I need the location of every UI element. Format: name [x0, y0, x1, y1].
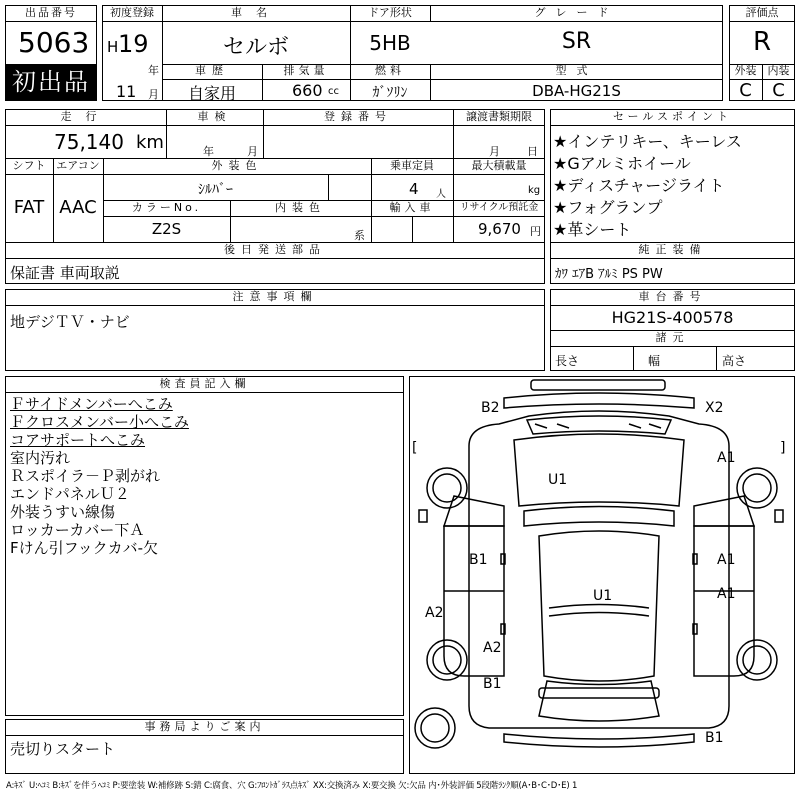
chassis-label: 車台番号	[638, 290, 707, 303]
reg-label: 初度登録	[110, 6, 154, 19]
plate-label: 登録番号	[324, 110, 392, 123]
equipment-label: 純正装備	[638, 243, 707, 256]
car-diagram	[409, 376, 795, 774]
inspector-line: Ｒスポイラ－Ｐ剥がれ	[10, 467, 161, 485]
interior-label: 内装	[767, 64, 790, 77]
lot-number: 5063	[18, 26, 90, 59]
color-label: 外装色	[211, 159, 263, 172]
recycle-unit: 円	[530, 225, 541, 238]
later-value: 保証書 車両取説	[10, 264, 120, 282]
inspection-year-unit: 年	[203, 145, 214, 158]
transfer-month-unit: 月	[489, 145, 500, 158]
damage-mark: U1	[548, 472, 568, 488]
name-value: セルボ	[222, 35, 289, 60]
damage-mark: U1	[593, 588, 613, 604]
legend: A:ｷｽﾞ U:ﾍｺﾐ B:ｷｽﾞを伴うﾍｺﾐ P:要塗装 W:補修跡 S:錆 C:腐食、穴 G:ﾌﾛﾝﾄｶﾞﾗｽ点ｷｽﾞ XX:交換済み X:要交換 欠:欠品 内･外装評価 5段階ﾗﾝｸ順(A･B･C･D･E) 1	[6, 781, 578, 791]
sales-point: ★革シート	[553, 220, 632, 239]
inspector-line: 外装うすい線傷	[10, 503, 116, 521]
reg-year-unit: 年	[148, 64, 159, 77]
damage-mark: [	[412, 440, 418, 456]
recycle-label: リサイクル預託金	[459, 202, 539, 213]
inspector-label: 検査員記入欄	[159, 377, 250, 390]
sales-label: セールスポイント	[612, 110, 732, 123]
intcolor-label: 内装色	[275, 201, 326, 214]
height-label: 高さ	[722, 354, 747, 368]
capacity-value: 4	[409, 180, 419, 198]
colorno-label: カラーNo.	[131, 201, 202, 214]
width-label: 幅	[648, 354, 661, 368]
length-label: 長さ	[555, 354, 580, 368]
load-label: 最大積載量	[471, 159, 527, 172]
inspection-month-unit: 月	[247, 145, 258, 158]
history-value: 自家用	[187, 84, 236, 103]
displacement-value: 660	[292, 81, 323, 100]
dims-label: 諸元	[655, 331, 690, 344]
ac-value: AAC	[59, 197, 97, 218]
damage-mark: A1	[717, 552, 736, 568]
score-value: R	[752, 27, 772, 57]
chassis-value: HG21S-400578	[611, 308, 734, 327]
inspector-line: Ｆクロスメンバー小へこみ	[10, 413, 189, 431]
lot-label: 出品番号	[25, 6, 77, 19]
color-value: ｼﾙﾊﾞｰ	[198, 182, 233, 198]
inspector-line: エンドパネルＵ２	[10, 485, 130, 503]
damage-mark: A2	[483, 640, 502, 656]
grade-value: SR	[561, 29, 592, 54]
damage-mark: B2	[481, 400, 500, 416]
sales-point: ★Gアルミホイール	[553, 154, 691, 173]
reg-month-unit: 月	[148, 88, 159, 101]
damage-mark: ]	[780, 440, 786, 456]
door-value: 5HB	[369, 31, 411, 55]
import-label: 輸入車	[389, 201, 435, 214]
damage-mark: B1	[483, 676, 502, 692]
displacement-unit: cc	[328, 86, 339, 97]
sales-point: ★ディスチャージライト	[553, 176, 725, 195]
ac-label: エアコン	[56, 159, 100, 172]
mileage-label: 走行	[60, 110, 111, 123]
grade-label: グレード	[534, 6, 619, 19]
sales-point: ★フォグランプ	[553, 198, 663, 217]
colorno-value: Z2S	[151, 220, 182, 238]
reg-era: H	[107, 38, 119, 56]
sales-point: ★インテリキー、キーレス	[553, 132, 742, 151]
fuel-value: ｶﾞｿﾘﾝ	[372, 85, 408, 101]
reg-year: 19	[118, 30, 149, 58]
model-label: 型式	[555, 64, 598, 77]
notes-label: 注意事項欄	[232, 290, 318, 303]
shift-label: シフト	[12, 159, 46, 172]
inspection-label: 車検	[197, 110, 232, 123]
door-label: ドア形状	[368, 6, 412, 19]
load-unit: kg	[528, 185, 541, 196]
reg-month: 11	[116, 82, 137, 101]
damage-mark: B1	[469, 552, 488, 568]
capacity-unit: 人	[436, 189, 446, 200]
inspector-line: Fけん引フックカバ-欠	[10, 539, 158, 557]
displacement-label: 排気量	[283, 64, 329, 77]
office-value: 売切りスタート	[10, 740, 116, 758]
intcolor-suffix: 系	[354, 229, 365, 242]
first-listing-badge: 初出品	[6, 65, 96, 100]
damage-mark: A1	[717, 450, 736, 466]
transfer-label: 譲渡書類期限	[466, 110, 532, 123]
notes-value: 地デジＴＶ・ナビ	[10, 313, 130, 331]
transfer-day-unit: 日	[527, 145, 538, 158]
office-label: 事務局よりご案内	[144, 720, 265, 733]
score-label: 評価点	[745, 6, 779, 19]
interior-value: C	[772, 80, 785, 101]
damage-mark: B1	[705, 730, 724, 746]
mileage-unit: km	[136, 132, 164, 153]
inspector-line: 室内汚れ	[10, 449, 71, 467]
exterior-value: C	[739, 80, 752, 101]
recycle-value: 9,670	[478, 220, 521, 238]
exterior-label: 外装	[734, 64, 757, 77]
inspector-line: Ｆサイドメンバーへこみ	[10, 395, 173, 413]
mileage-value: 75,140	[54, 130, 124, 154]
damage-mark: A1	[717, 586, 736, 602]
capacity-label: 乗車定員	[390, 159, 434, 172]
history-label: 車歴	[195, 64, 229, 77]
inspector-line: ロッカーカバー下Ａ	[10, 521, 145, 539]
later-label: 後日発送部品	[224, 243, 326, 256]
equipment-value: ｶﾜ ｴｱB ｱﾙﾐ PS PW	[555, 267, 663, 282]
damage-mark: A2	[425, 605, 444, 621]
fuel-label: 燃料	[375, 64, 405, 77]
shift-value: FAT	[13, 197, 45, 218]
inspector-line: コアサポートへこみ	[10, 431, 146, 449]
damage-mark: X2	[705, 400, 724, 416]
model-value: DBA-HG21S	[532, 82, 621, 100]
name-label: 車名	[231, 6, 281, 19]
